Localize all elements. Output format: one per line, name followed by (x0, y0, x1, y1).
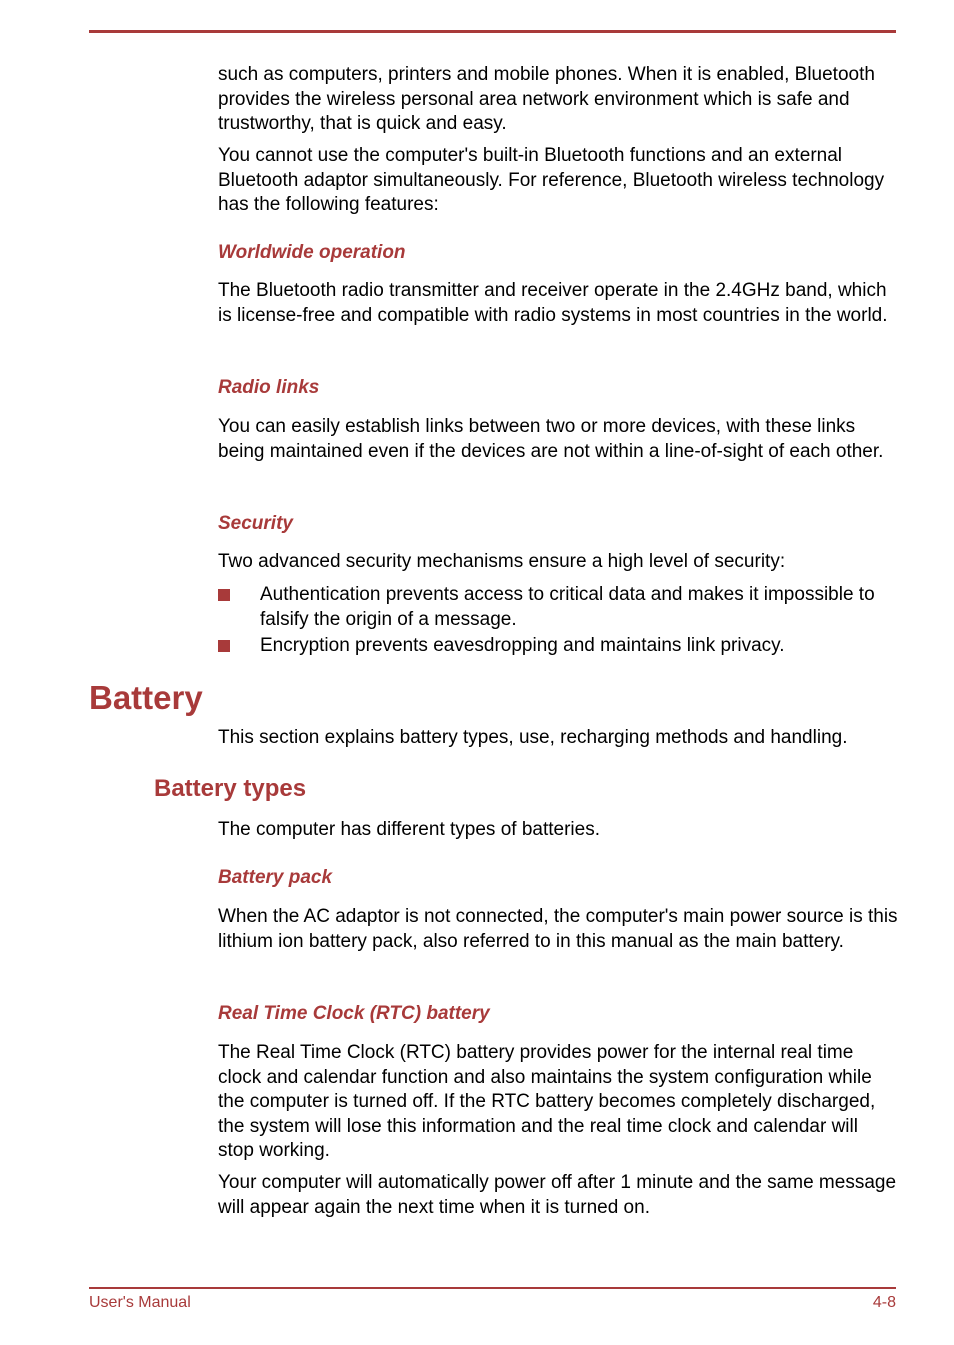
security-text: Two advanced security mechanisms ensure a high level of security: (218, 551, 786, 572)
bullet-text: Encryption prevents eavesdropping and maintains link privacy. (260, 635, 785, 656)
bullet-square-icon (218, 640, 230, 652)
header-rule (89, 30, 896, 33)
footer-rule (89, 1287, 896, 1289)
battery-types-text: The computer has different types of batteries. (218, 819, 600, 840)
battery-pack-text: When the AC adaptor is not connected, the computer's main power source is this lithium ion battery pack, also referred to in this manual as the main battery. (218, 906, 898, 952)
battery-heading: Battery (89, 679, 203, 716)
worldwide-operation-text: The Bluetooth radio transmitter and receiver operate in the 2.4GHz band, which is license-free and compatible with radio systems in most countries in the world. (218, 280, 888, 326)
footer-page-number: 4-8 (872, 1294, 896, 1311)
rtc-battery-text-1: The Real Time Clock (RTC) battery provides power for the internal real time clock and calendar function and also maintains the system configuration while the computer is turned off. If the RTC battery becomes completely discharged, the system will lose this information and the real time clock and calendar will stop working. (218, 1042, 876, 1161)
radio-links-text: You can easily establish links between two or more devices, with these links being maintained even if the devices are not within a line-of-sight of each other. (218, 416, 884, 462)
intro-paragraph-2: You cannot use the computer's built-in Bluetooth functions and an external Bluetooth adaptor simultaneously. For reference, Bluetooth wireless technology has the following features: (218, 145, 885, 215)
radio-links-heading: Radio links (218, 377, 320, 398)
battery-intro-text: This section explains battery types, use, recharging methods and handling. (218, 727, 848, 748)
rtc-battery-heading: Real Time Clock (RTC) battery (218, 1003, 490, 1024)
security-heading: Security (218, 513, 293, 534)
bullet-text: Authentication prevents access to critical data and makes it impossible to falsify the origin of a message. (260, 584, 875, 630)
battery-types-heading: Battery types (154, 775, 307, 802)
footer-manual-title: User's Manual (89, 1294, 191, 1311)
bullet-square-icon (218, 589, 230, 601)
worldwide-operation-heading: Worldwide operation (218, 242, 406, 263)
rtc-battery-text-2: Your computer will automatically power off after 1 minute and the same message will appear again the next time when it is turned on. (218, 1172, 897, 1218)
battery-pack-heading: Battery pack (218, 867, 333, 888)
intro-paragraph-1: such as computers, printers and mobile phones. When it is enabled, Bluetooth provides the wireless personal area network environment which is safe and trustworthy, that is quick and easy. (218, 64, 875, 134)
